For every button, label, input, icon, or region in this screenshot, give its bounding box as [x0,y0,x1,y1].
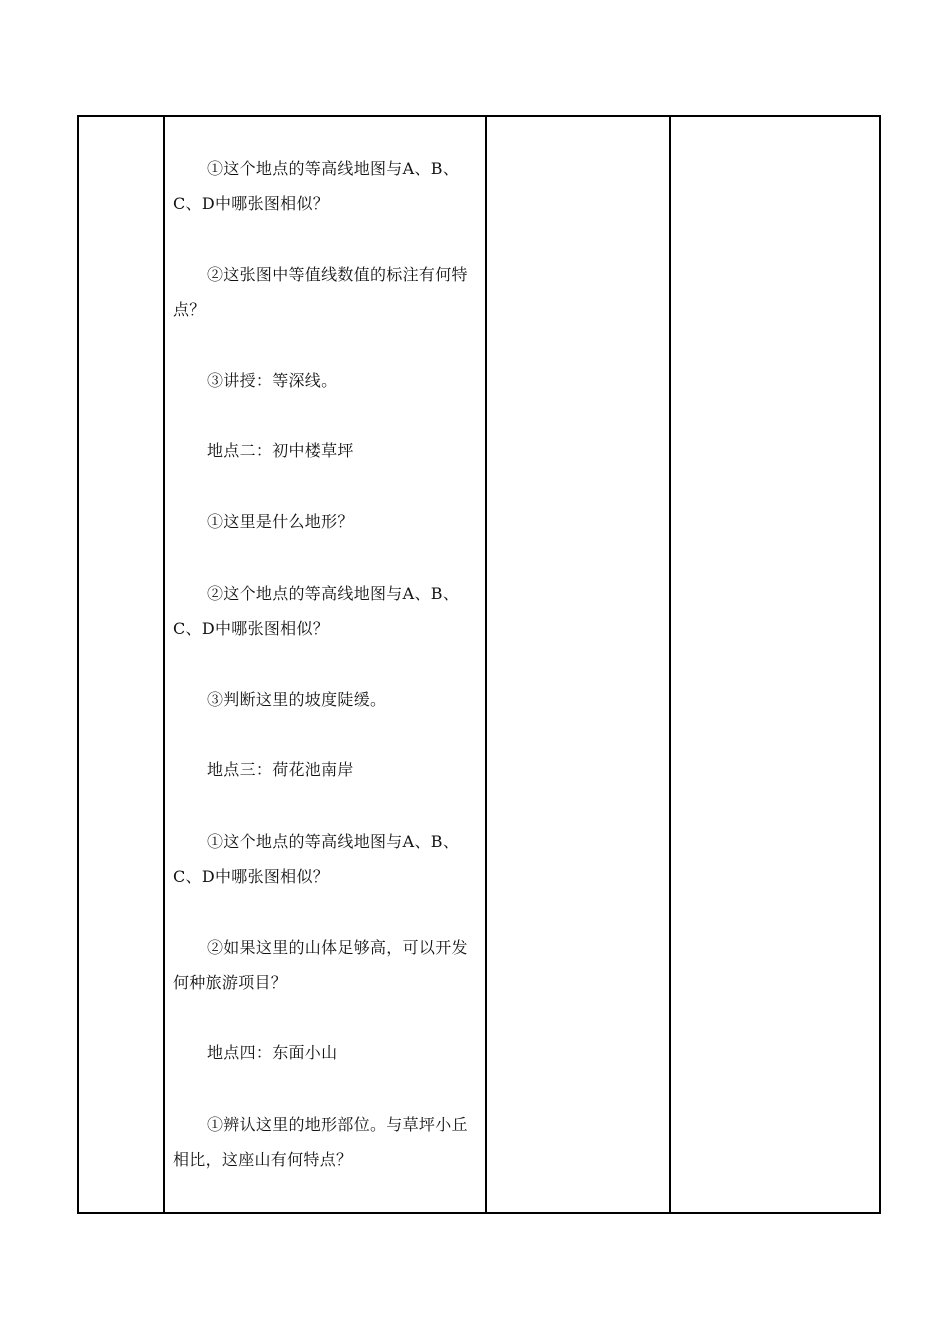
table-cell-stage [78,116,164,1213]
section-heading: 地点四：东面小山 [207,1043,338,1062]
section-heading: 地点二：初中楼草坪 [207,441,354,460]
paragraph: ①这个地点的等高线地图与A、B、 C、D中哪张图相似？ [173,832,460,886]
paragraph: ③讲授：等深线。 [207,371,338,390]
lesson-table [77,115,881,1214]
table-cell-student-activity [486,116,670,1213]
paragraph: ②如果这里的山体足够高，可以开发 何种旅游项目？ [173,938,468,992]
paragraph: ②这张图中等值线数值的标注有何特 点？ [173,265,468,319]
paragraph: ②这个地点的等高线地图与A、B、 C、D中哪张图相似？ [173,584,460,638]
table-cell-design-intent [670,116,880,1213]
paragraph: ③判断这里的坡度陡缓。 [207,690,387,709]
paragraph: ①这个地点的等高线地图与A、B、 C、D中哪张图相似？ [173,159,460,213]
table-cell-activities [164,116,486,1213]
section-heading: 地点三：荷花池南岸 [207,760,354,779]
table-row [78,116,880,1213]
paragraph: ①辨认这里的地形部位。与草坪小丘 相比，这座山有何特点？ [173,1115,468,1169]
paragraph: ①这里是什么地形？ [207,512,354,531]
